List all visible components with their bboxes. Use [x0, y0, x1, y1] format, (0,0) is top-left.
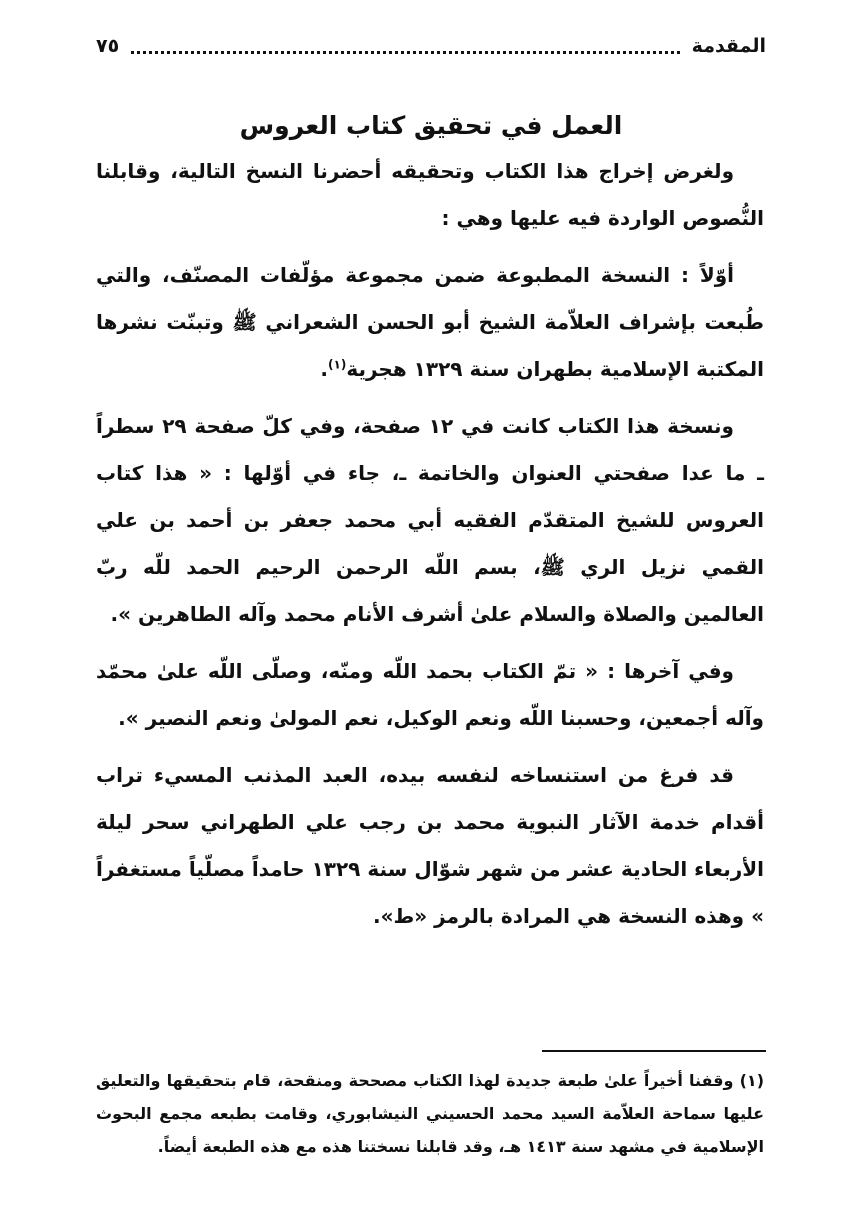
running-header-section: المقدمة	[691, 35, 766, 57]
paragraph-first-copy	[96, 252, 764, 393]
paragraph-colophon-text: قد فرغ من استنساخه لنفسه بيده، العبد المذنب المسيء تراب أقدام خدمة الآثار النبوية محمد بن رجب علي الطهراني سحر ليلة الأربعاء الحادية عشر من شهر شوّال سنة ١٣٢٩ حامداً مصلّياً مستغفراً » وهذه النسخة هي المرادة بالرمز «ط».	[96, 763, 764, 928]
footnote-reference[interactable]: (١)	[328, 357, 347, 372]
paragraph-intro-text: ولغرض إخراج هذا الكتاب وتحقيقه أحضرنا النسخ التالية، وقابلنا النُّصوص الواردة فيه عليها وهي :	[96, 159, 764, 230]
page-number: ٧٥	[96, 35, 120, 57]
footnote	[96, 1064, 764, 1163]
header-leader-dots	[131, 51, 679, 54]
section-title: العمل في تحقيق كتاب العروس	[239, 111, 623, 140]
paragraph-copy-ending	[96, 648, 764, 742]
footnote-marker: (١)	[739, 1071, 764, 1090]
footnote-text: وقفنا أخيراً علىٰ طبعة جديدة لهذا الكتاب مصححة ومنقحة، قام بتحقيقها والتعليق عليها سماحة العلاّمة السيد محمد الحسيني النيشابوري، وقامت بطبعه مجمع البحوث الإسلامية في مشهد سنة ١٤١٣ هـ، وقد قابلنا نسختنا هذه مع هذه الطبعة أيضاً.	[96, 1071, 764, 1156]
paragraph-copy-ending-text: وفي آخرها : « تمّ الكتاب بحمد اللّه ومنّه، وصلّى اللّه علىٰ محمّد وآله أجمعين، وحسبنا اللّه ونعم الوكيل، نعم المولىٰ ونعم النصير ».	[96, 659, 764, 730]
footnote-separator	[542, 1050, 766, 1052]
paragraph-colophon	[96, 752, 764, 940]
paragraph-copy-description-text: ونسخة هذا الكتاب كانت في ١٢ صفحة، وفي كلّ صفحة ٢٩ سطراً ـ ما عدا صفحتي العنوان والخاتمة ـ، جاء في أوّلها : « هذا كتاب العروس للشيخ المتقدّم الفقيه أبي محمد جعفر بن أحمد بن علي القمي نزيل الري ﷺ، بسم اللّه الرحمن الرحيم الحمد للّه ربّ العالمين والصلاة والسلام علىٰ أشرف الأنام محمد وآله الطاهرين ».	[96, 414, 764, 626]
paragraph-intro	[96, 148, 764, 242]
paragraph-copy-description	[96, 403, 764, 638]
paragraph-first-copy-tail: .	[320, 357, 329, 381]
running-header	[96, 28, 766, 64]
paragraph-first-copy-text: أوّلاً : النسخة المطبوعة ضمن مجموعة مؤلّفات المصنّف، والتي طُبعت بإشراف العلاّمة الشيخ أبو الحسن الشعراني ﷺ وتبنّت نشرها المكتبة الإسلامية بطهران سنة ١٣٢٩ هجرية	[96, 263, 764, 381]
body-text	[96, 148, 764, 950]
